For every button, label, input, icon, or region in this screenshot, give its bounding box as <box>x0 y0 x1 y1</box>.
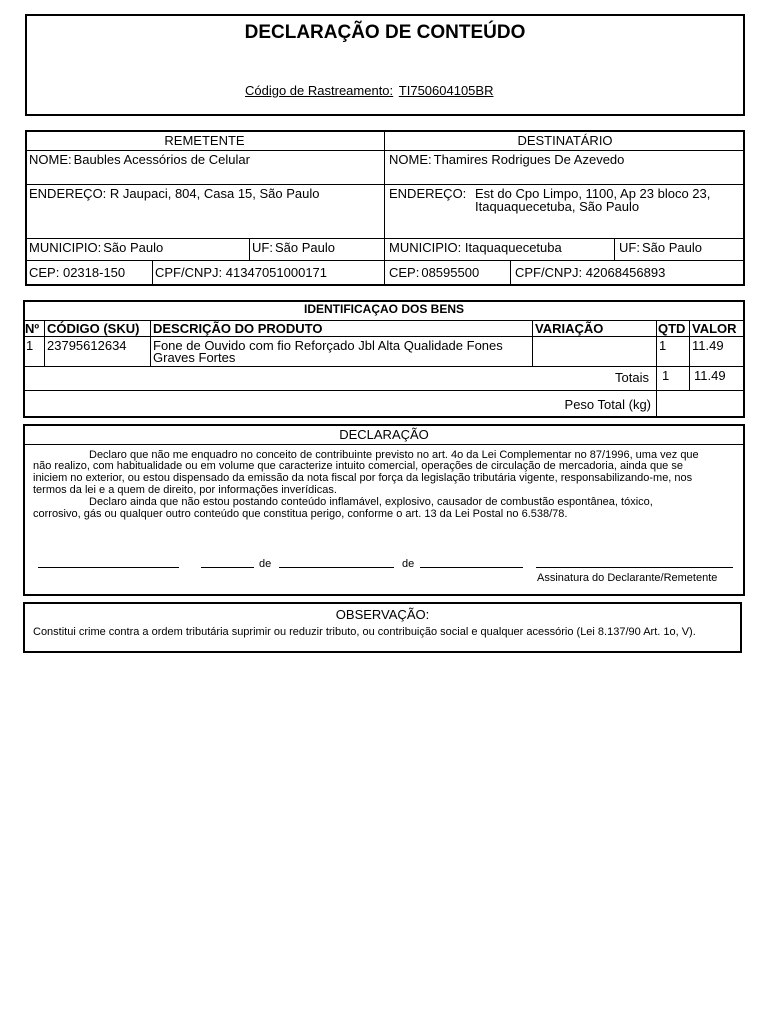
recipient-address-line1: Est do Cpo Limpo, 1100, Ap 23 bloco 23, <box>475 186 711 201</box>
recipient-address-line2: Itaquaquecetuba, São Paulo <box>475 199 640 214</box>
sender-name-row <box>29 152 250 167</box>
row-sku: 23795612634 <box>47 338 127 353</box>
tracking-row <box>245 83 493 98</box>
row-no: 1 <box>26 338 34 353</box>
col-header-variation: VARIAÇÃO <box>535 321 604 336</box>
sender-city-label: MUNICIPIO: <box>29 240 102 255</box>
place-line <box>38 567 179 568</box>
declaration-heading: DECLARAÇÃO <box>339 427 429 442</box>
month-line <box>279 567 394 568</box>
sender-heading: REMETENTE <box>164 133 245 148</box>
weight-label: Peso Total (kg) <box>564 397 651 412</box>
recipient-city: Itaquaquecetuba <box>464 240 562 255</box>
sender-state-row <box>252 240 335 255</box>
declaration-line-3: iniciem no exterior, ou estou dispensado da emissão da nota fiscal por força da legislação tributária vigente, responsabilizando-me, nos <box>33 472 693 484</box>
sender-city-row <box>29 240 163 255</box>
document-title: DECLARAÇÃO DE CONTEÚDO <box>244 22 526 43</box>
signature-line <box>536 567 733 568</box>
col-header-qty: QTD <box>658 321 686 336</box>
goods-heading: IDENTIFICAÇAO DOS BENS <box>303 302 464 316</box>
recipient-state-row <box>619 240 702 255</box>
sender-state: São Paulo <box>274 240 335 255</box>
recipient-state-label: UF: <box>619 240 640 255</box>
declaration-line-5: Declaro ainda que não estou postando conteúdo inflamável, explosivo, causador de combustão espontânea, tóxico, <box>89 496 653 508</box>
declaration-line-4: termos da lei e a quem de direito, por informações inverídicas. <box>33 484 337 496</box>
year-line <box>420 567 523 568</box>
recipient-zip: 08595500 <box>421 265 480 280</box>
declaration-line-1: Declaro que não me enquadro no conceito de contribuinte previsto no art. 4o da Lei Complementar no 87/1996, uma vez que <box>89 449 699 461</box>
sender-address-row <box>29 186 320 201</box>
col-header-no: Nº <box>25 321 40 336</box>
recipient-taxid-label: CPF/CNPJ: <box>515 265 583 280</box>
sender-taxid-row <box>155 265 327 280</box>
date-sep-1: de <box>259 558 272 570</box>
recipient-city-label: MUNICIPIO: <box>389 240 462 255</box>
col-header-value: VALOR <box>692 321 737 336</box>
declaration-line-6: corrosivo, gás ou qualquer outro conteúdo que constitua perigo, conforme o art. 13 da Lei Postal no 6.538/78. <box>33 508 568 520</box>
recipient-taxid-row <box>515 265 665 280</box>
sender-taxid-label: CPF/CNPJ: <box>155 265 223 280</box>
sender-name-label: NOME: <box>29 152 72 167</box>
tracking-code: TI750604105BR <box>398 83 494 98</box>
date-sep-2: de <box>402 558 415 570</box>
row-description-line1: Fone de Ouvido com fio Reforçado Jbl Alta Qualidade Fones <box>153 338 503 353</box>
day-line <box>201 567 254 568</box>
recipient-state: São Paulo <box>641 240 702 255</box>
recipient-name-row <box>389 152 624 167</box>
recipient-address-label: ENDEREÇO: <box>389 186 467 201</box>
observation-text: Constitui crime contra a ordem tributária suprimir ou reduzir tributo, ou contribuição social e qualquer acessório (Lei 8.137/90 Art. 1o, V). <box>33 626 696 638</box>
recipient-city-row <box>389 240 562 255</box>
sender-city: São Paulo <box>103 240 164 255</box>
row-description-line2: Graves Fortes <box>153 350 236 365</box>
recipient-zip-label: CEP: <box>389 265 420 280</box>
sender-address: R Jaupaci, 804, Casa 15, São Paulo <box>109 186 320 201</box>
recipient-taxid: 42068456893 <box>585 265 666 280</box>
recipient-name: Thamires Rodrigues De Azevedo <box>433 152 625 167</box>
sender-state-label: UF: <box>252 240 273 255</box>
sender-address-label: ENDEREÇO: <box>29 186 107 201</box>
row-qty: 1 <box>659 338 667 353</box>
totals-label: Totais <box>615 370 649 385</box>
recipient-zip-row <box>389 265 479 280</box>
col-header-sku: CÓDIGO (SKU) <box>47 321 140 336</box>
totals-qty: 1 <box>662 368 670 383</box>
sender-zip-label: CEP: <box>29 265 60 280</box>
sender-name: Baubles Acessórios de Celular <box>73 152 250 167</box>
row-value: 11.49 <box>692 338 724 353</box>
sender-zip-row <box>29 265 125 280</box>
signature-caption: Assinatura do Declarante/Remetente <box>537 572 718 584</box>
observation-heading: OBSERVAÇÃO: <box>335 607 430 622</box>
tracking-label: Código de Rastreamento: <box>245 83 394 98</box>
recipient-name-label: NOME: <box>389 152 432 167</box>
declaration-line-2: não realizo, com habitualidade ou em volume que caracterize intuito comercial, operações de circulação de mercadoria, ainda que se <box>33 460 683 472</box>
sender-zip: 02318-150 <box>62 265 126 280</box>
recipient-heading: DESTINATÁRIO <box>517 133 613 148</box>
col-header-description: DESCRIÇÃO DO PRODUTO <box>153 321 323 336</box>
totals-value: 11.49 <box>694 368 726 383</box>
sender-taxid: 41347051000171 <box>225 265 328 280</box>
